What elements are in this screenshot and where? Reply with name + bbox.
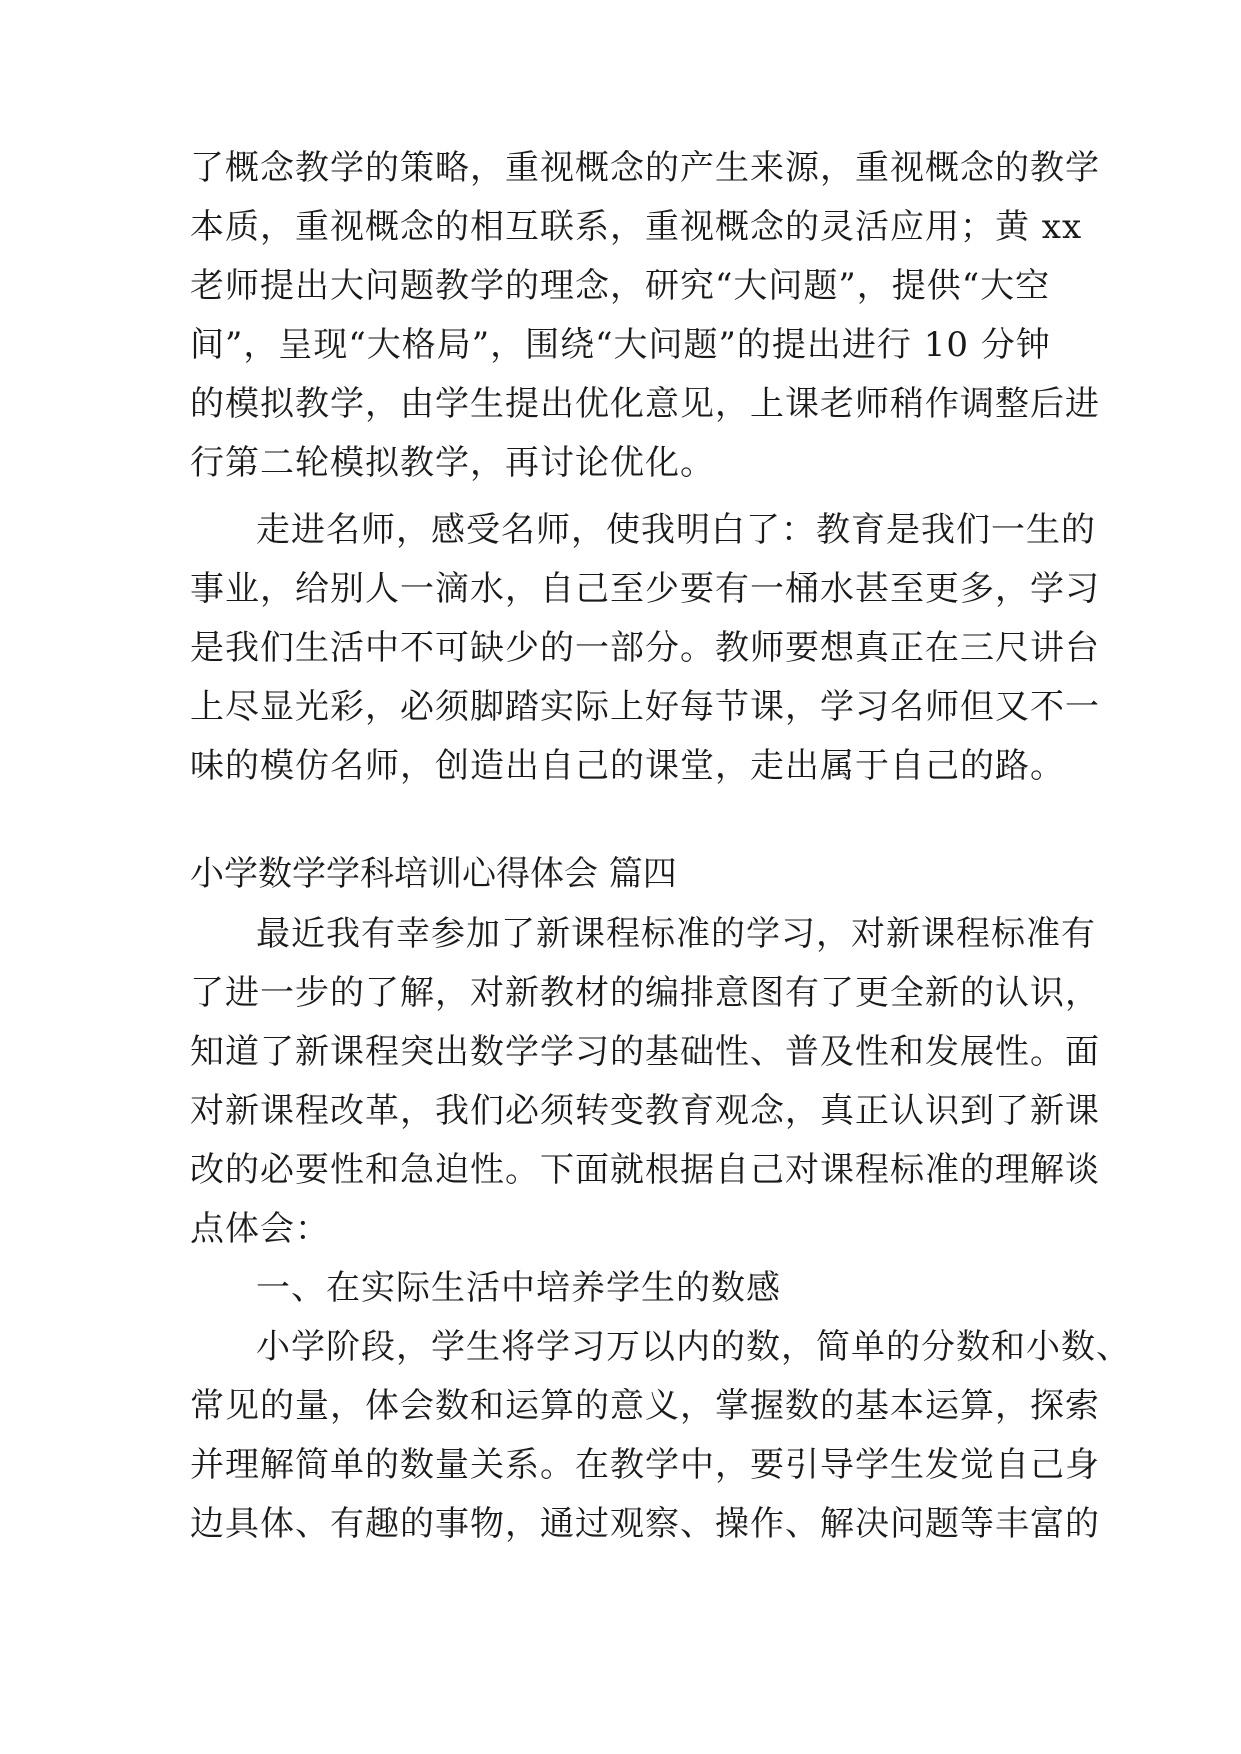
text-line: 小学阶段，学生将学习万以内的数，简单的分数和小数、 (256, 1327, 1131, 1367)
text-line: 点体会： (190, 1209, 330, 1249)
text-line: 改的必要性和急迫性。下面就根据自己对课程标准的理解谈 (190, 1150, 1100, 1190)
text-line: 对新课程改革，我们必须转变教育观念，真正认识到了新课 (190, 1091, 1100, 1131)
text-line: 走进名师，感受名师，使我明白了：教育是我们一生的 (256, 510, 1096, 550)
section-heading: 小学数学学科培训心得体会 篇四 (190, 854, 677, 894)
text-line: 最近我有幸参加了新课程标准的学习，对新课程标准有 (256, 914, 1096, 954)
text-line: 常见的量，体会数和运算的意义，掌握数的基本运算，探索 (190, 1386, 1100, 1426)
text-line: 事业，给别人一滴水，自己至少要有一桶水甚至更多，学习 (190, 569, 1100, 609)
text-line: 知道了新课程突出数学学习的基础性、普及性和发展性。面 (190, 1032, 1100, 1072)
text-line: 了进一步的了解，对新教材的编排意图有了更全新的认识， (190, 973, 1100, 1013)
text-line: 味的模仿名师，创造出自己的课堂，走出属于自己的路。 (190, 746, 1065, 786)
text-line: 边具体、有趣的事物，通过观察、操作、解决问题等丰富的 (190, 1504, 1100, 1544)
text-line: 上尽显光彩，必须脚踏实际上好每节课，学习名师但又不一 (190, 687, 1100, 727)
text-line: 老师提出大问题教学的理念，研究“大问题”，提供“大空 (190, 266, 1051, 306)
text-line: 了概念教学的策略，重视概念的产生来源，重视概念的教学 (190, 148, 1100, 188)
text-line: 的模拟教学，由学生提出优化意见，上课老师稍作调整后进 (190, 384, 1100, 424)
text-line: 并理解简单的数量关系。在教学中，要引导学生发觉自己身 (190, 1445, 1100, 1485)
text-line: 本质，重视概念的相互联系，重视概念的灵活应用；黄 xx (190, 207, 1083, 247)
text-line: 行第二轮模拟教学，再讨论优化。 (190, 443, 715, 483)
text-line: 是我们生活中不可缺少的一部分。教师要想真正在三尺讲台 (190, 628, 1100, 668)
text-line: 间”，呈现“大格局”，围绕“大问题”的提出进行 10 分钟 (190, 325, 1051, 365)
subheading: 一、在实际生活中培养学生的数感 (256, 1268, 781, 1308)
